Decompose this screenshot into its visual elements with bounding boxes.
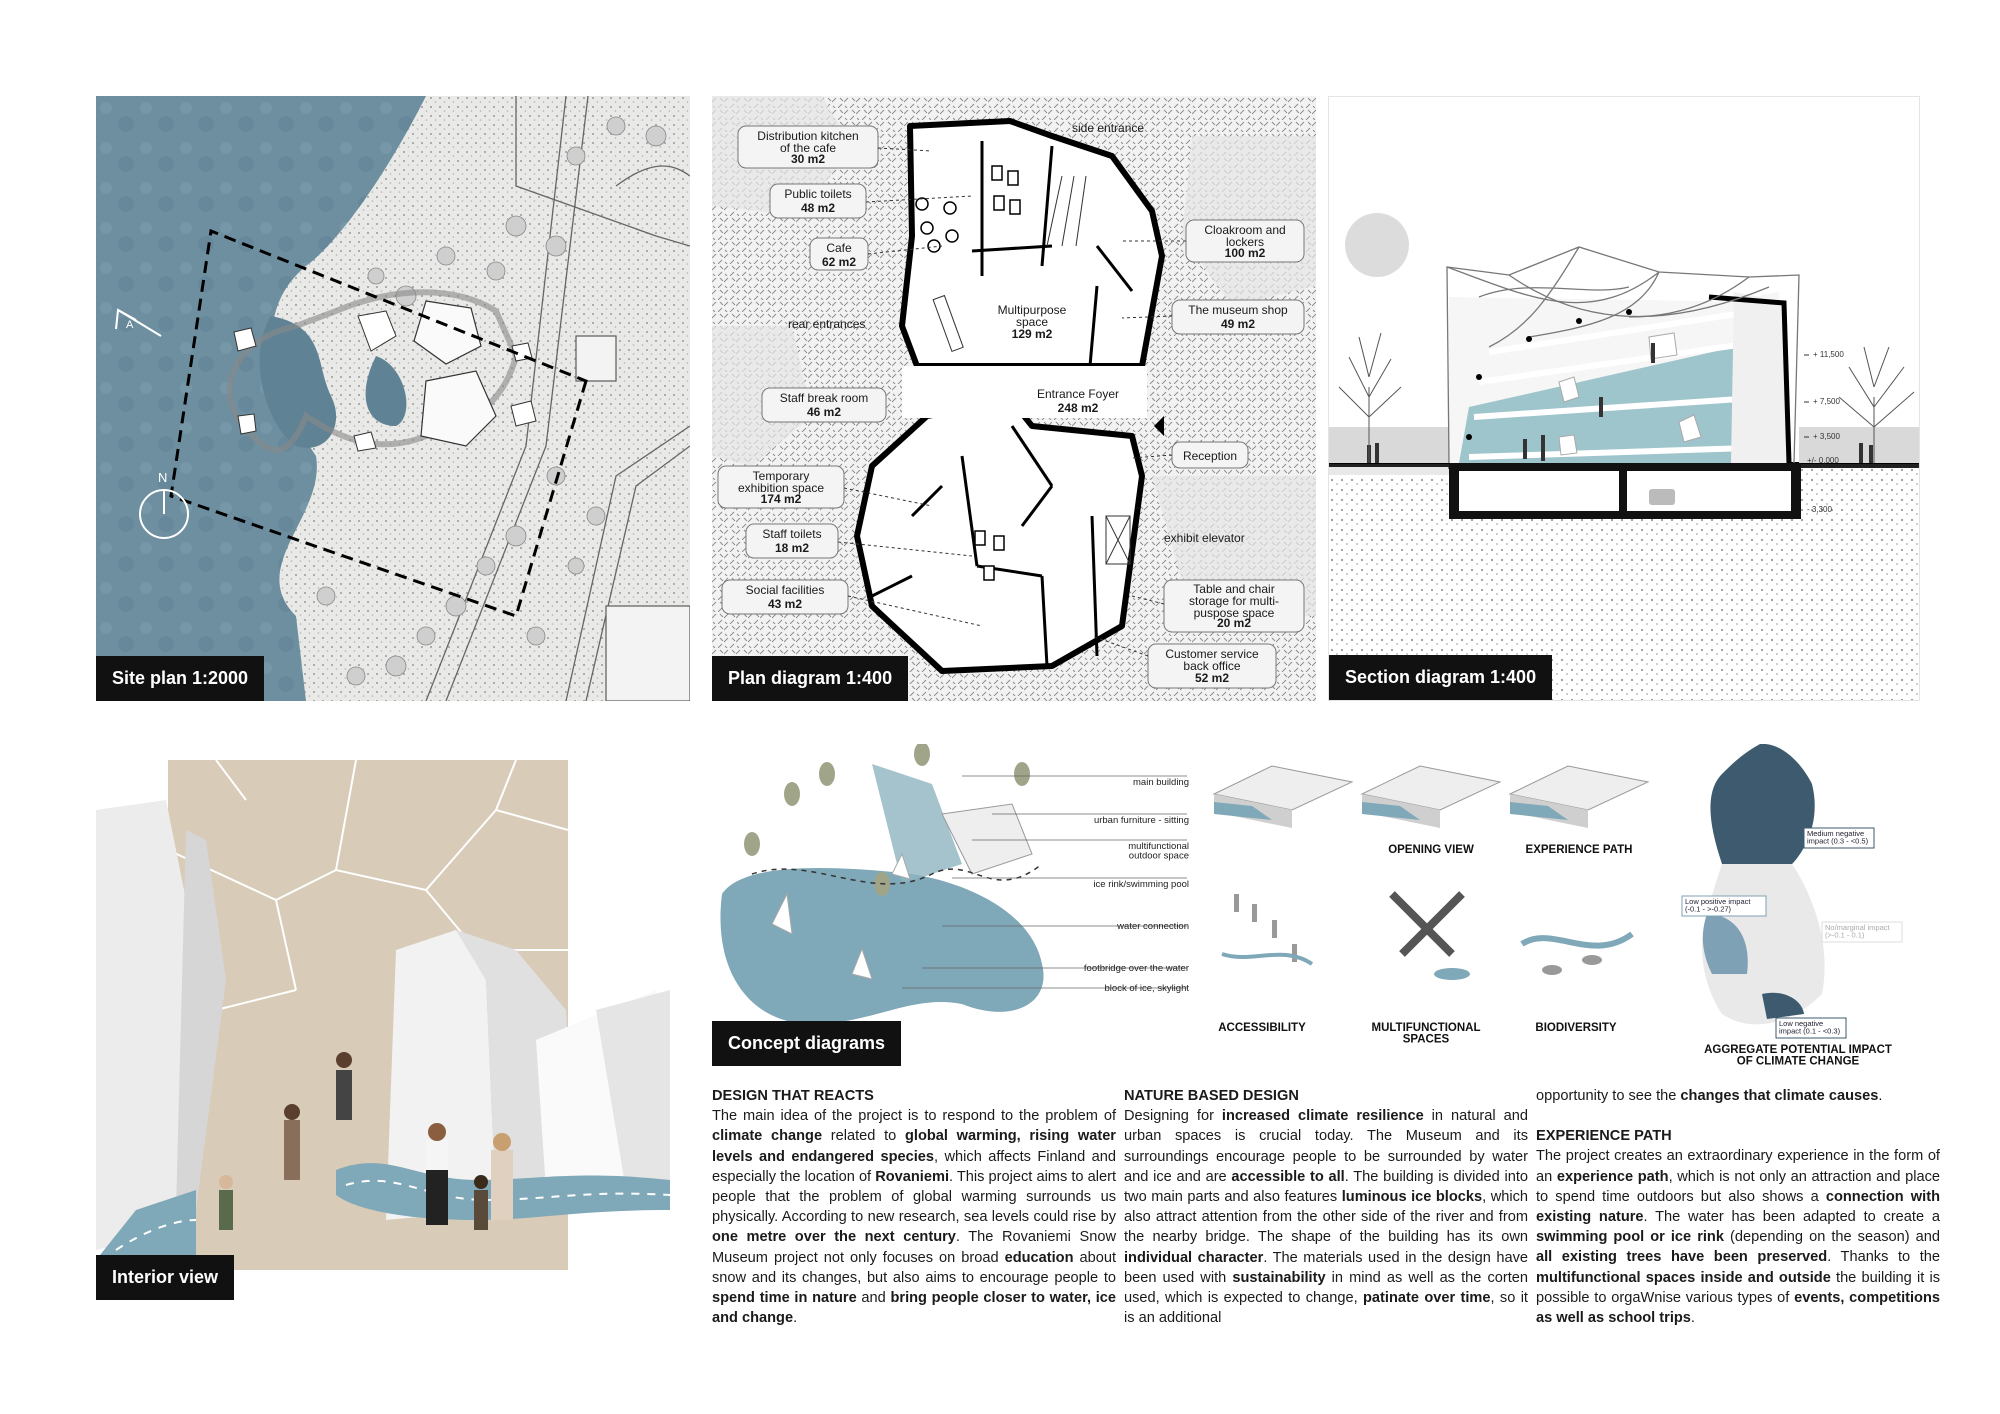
callout-staff-toilets [746,524,972,558]
concept-iso-1 [1214,766,1352,828]
side-entrance-label: side entrance [1072,121,1145,135]
room-area: 20 m2 [1216,616,1252,630]
text-column-experience-path [1536,1086,1940,1328]
paragraph-design-that-reacts: The main idea of the project is to respond to the problem of climate change related to global warming, rising water levels and endangered species, which affects Finland and especially the location of Rovaniemi. This project aims to alert people that the problem of global warming surrounds us physically. According to new research, sea levels could rise by one metre over the next century. The Rovaniemi Snow Museum project not only focuses on broad education about snow and its changes, but also aims to encourage people to spend time in nature and bring people closer to water, ice and change. [712,1108,1117,1327]
room-name: The museum shop [1188,303,1288,317]
room-name: Distribution kitchen of the cafe [757,129,859,155]
room-area: 18 m2 [774,541,810,555]
room-area: 174 m2 [760,492,802,506]
paragraph-nature-based-design: Designing for increased climate resilience in natural and urban spaces is crucial today. The Museum and its surroundings encourage people to be surrounded by water and ice and are accessible to all. The building is divided into two main parts and also features luminous ice blocks, which also attract attention from the other side of the river and from the nearby bridge. The shape of the building has its own individual character. The materials used in the design have been used with sustainability in mind as well as the corten used, which is expected to change, patinate over time, so it is an additional [1124,1108,1529,1327]
section-drawing [1329,97,1920,701]
label-exhibit-elevator [1164,531,1245,545]
room-name: Temporary exhibition space [737,469,825,495]
map-legend-label: Low positive impact (-0.1 - >-0.27) [1685,897,1751,914]
room-name: Social facilities [745,583,825,597]
interior-view-panel [96,750,690,1333]
concept-callout: footbridge over the water [1083,963,1189,974]
north-label: N [158,470,168,485]
callout-multipurpose [998,303,1067,341]
room-area: 46 m2 [806,405,842,419]
room-area: 48 m2 [800,201,836,215]
section-mark-label: A [126,319,134,331]
callout-social-facilities [722,580,982,626]
rear-entrances-label: rear entrances [788,317,866,331]
concept-callout: main building [1133,777,1189,788]
callout-customer-service [1092,636,1276,688]
room-area: 43 m2 [767,597,803,611]
callout-reception [1132,442,1248,468]
section-diagram-panel [1328,96,1920,701]
room-area: 129 m2 [1011,327,1053,341]
level-label: + 3,500 [1813,432,1840,441]
heading-design-that-reacts: DESIGN THAT REACTS [712,1088,874,1104]
map-title: AGGREGATE POTENTIAL IMPACT OF CLIMATE CHANGE [1704,1044,1892,1068]
site-plan-panel [96,96,690,701]
map-legend-label: Low negative impact (0.1 - <0.3) [1779,1019,1841,1036]
label-rear-entrances [788,317,865,331]
concept-iso-opening-view [1362,766,1500,828]
concept-biodiversity [1522,934,1632,975]
callout-museum-shop [1122,300,1304,334]
concept-diagrams-label: Concept diagrams [712,1021,901,1066]
level-label: - 3,300 [1807,505,1832,514]
room-area: 52 m2 [1194,671,1230,685]
concept-caption: ACCESSIBILITY [1218,1022,1306,1034]
text-column-nature-based-design [1124,1086,1528,1328]
level-label: + 7,500 [1813,397,1840,406]
room-name: Public toilets [784,187,852,201]
section-diagram-label: Section diagram 1:400 [1329,655,1552,700]
concept-multifunctional [1392,894,1470,980]
room-name: Multipurpose space [997,303,1067,329]
interior-illustration [96,750,690,1333]
level-label: +/- 0,000 [1807,456,1839,465]
concept-caption: MULTIFUNCTIONAL SPACES [1371,1022,1481,1046]
concept-caption: EXPERIENCE PATH [1525,844,1633,856]
text-column-design-that-reacts [712,1086,1116,1328]
concept-caption: BIODIVERSITY [1535,1022,1617,1034]
heading-experience-path: EXPERIENCE PATH [1536,1128,1672,1145]
room-name: Cafe [826,241,852,255]
callout-public-toilets [770,184,972,218]
concept-callout: water connection [1117,921,1189,932]
level-label: + 11,500 [1813,350,1844,359]
room-area: 49 m2 [1220,317,1256,331]
interior-view-label: Interior view [96,1255,234,1300]
room-name: Cloakroom and lockers [1204,223,1286,249]
room-area: 100 m2 [1224,246,1266,260]
concept-accessibility [1222,894,1312,964]
paragraph-experience-path: The project creates an extraordinary experience in the form of an experience path, which is not only an attraction and place to spend time outdoors but also shows a connection with existing nature. The water has been adapted to create a swimming pool or ice rink (depending on the season) and all existing trees have been preserved. Thanks to the multifunctional spaces inside and outside the building it is possible to orgaWnise various types of events, competitions as well as school trips. [1536,1148,1940,1327]
label-side-entrance [1072,121,1144,135]
reception-label: Reception [1182,449,1238,463]
concept-diagrams-panel [712,744,1938,1074]
heading-nature-based-design: NATURE BASED DESIGN [1124,1088,1299,1104]
callout-cloakroom [1122,220,1304,262]
room-name: Table and chair storage for multi-puspose space [1188,582,1280,620]
concept-callout: multifunctional outdoor space [1128,841,1189,862]
exhibit-elevator-label: exhibit elevator [1164,531,1245,545]
room-area: 62 m2 [821,255,857,269]
concept-callout: urban furniture - sitting [1093,815,1189,826]
plan-callouts [712,96,1316,701]
callout-staff-break-room [762,388,886,422]
concept-callout: ice rink/swimming pool [1093,879,1189,890]
room-name: Entrance Foyer [1036,387,1120,401]
room-name: Customer service back office [1165,647,1259,673]
room-area: 248 m2 [1057,401,1099,415]
site-plan-drawing [96,96,690,701]
map-legend-label: Medium negative impact (0.3 - <0.5) [1807,829,1869,846]
callout-cafe [810,238,942,270]
plan-diagram-panel [712,96,1316,701]
concept-iso-experience-path [1510,766,1648,828]
plan-diagram-label: Plan diagram 1:400 [712,656,908,701]
callout-entrance-foyer [1037,387,1119,415]
site-plan-label: Site plan 1:2000 [96,656,264,701]
room-name: Staff break room [779,391,869,405]
finland-impact-map [1682,744,1902,1068]
room-area: 30 m2 [790,152,826,166]
callout-table-storage [1132,580,1304,632]
room-name: Staff toilets [762,527,822,541]
map-legend-label: No/marginal impact (>-0.1 - 0.1) [1825,923,1890,940]
callout-distribution-kitchen [738,126,932,168]
callout-temporary-exhibition [718,466,932,508]
paragraph-continued: opportunity to see the changes that climate causes. [1536,1088,1883,1104]
concept-callout: block of ice, skylight [1104,983,1189,994]
concept-caption: OPENING VIEW [1388,844,1474,856]
